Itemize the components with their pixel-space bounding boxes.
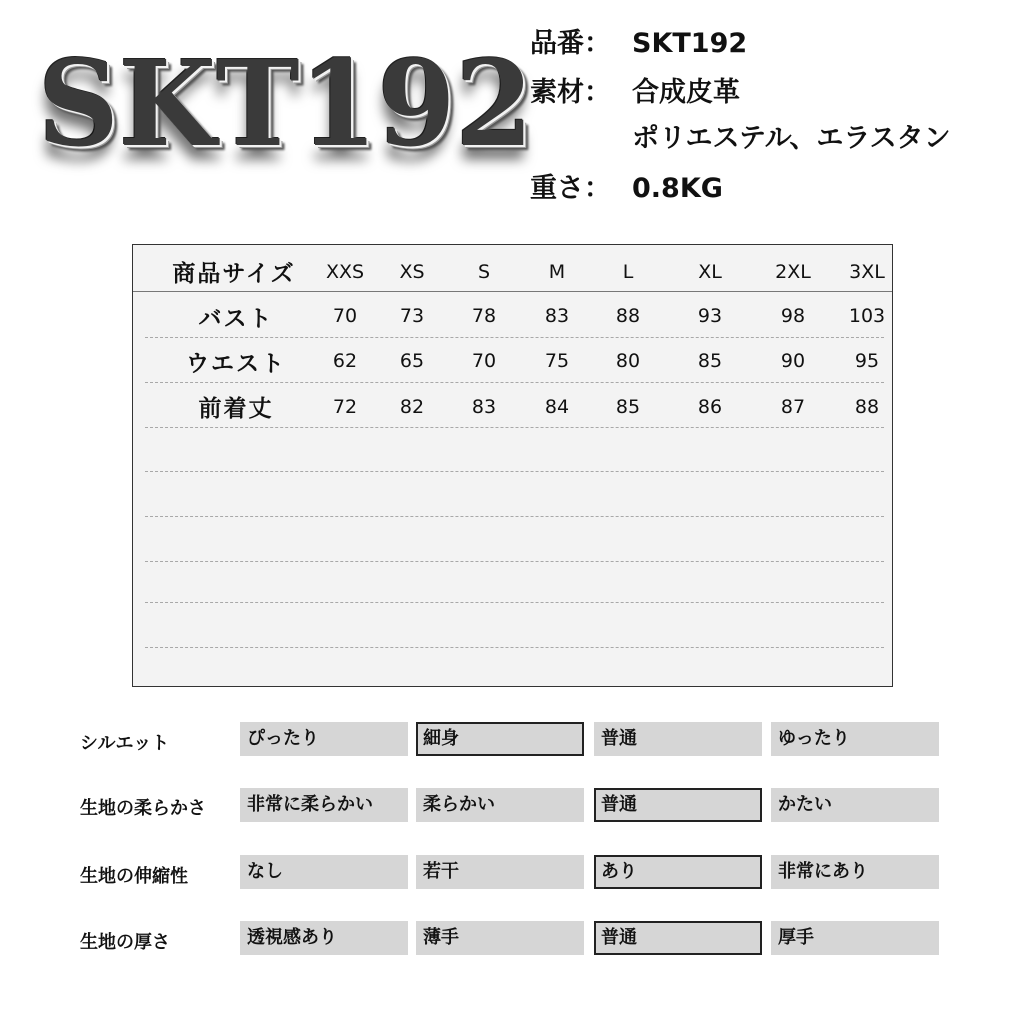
- table-cell: 84: [544, 396, 570, 418]
- table-cell: 83: [471, 396, 497, 418]
- attr-label-thickness: 生地の厚さ: [80, 932, 170, 953]
- option-chip: かたい: [771, 788, 939, 822]
- table-cell: 70: [332, 305, 358, 327]
- option-chip-selected: 普通: [594, 921, 762, 955]
- option-chip: 非常にあり: [771, 855, 939, 889]
- row-divider: [145, 337, 884, 338]
- row-label-bust: バスト: [198, 306, 274, 332]
- spec-value: ポリエステル、エラスタン: [632, 123, 951, 154]
- option-chip: 若干: [416, 855, 584, 889]
- row-divider: [145, 427, 884, 428]
- spec-value: 合成皮革: [632, 77, 740, 108]
- table-cell: 87: [780, 396, 806, 418]
- size-column-header: 商品サイズ: [172, 261, 296, 287]
- table-cell: 103: [848, 305, 886, 327]
- spec-key: 重さ：: [530, 173, 611, 204]
- product-logo: SKT192: [38, 35, 534, 174]
- option-chip-selected: 細身: [416, 722, 584, 756]
- table-cell: 85: [615, 396, 641, 418]
- option-chip: ぴったり: [240, 722, 408, 756]
- table-cell: 88: [854, 396, 880, 418]
- table-cell: 65: [399, 350, 425, 372]
- option-chip: 非常に柔らかい: [240, 788, 408, 822]
- row-divider: [145, 647, 884, 648]
- table-cell: 78: [471, 305, 497, 327]
- option-chip: ゆったり: [771, 722, 939, 756]
- table-cell: 73: [399, 305, 425, 327]
- size-header-cell: 2XL: [775, 261, 811, 283]
- table-cell: 86: [697, 396, 723, 418]
- table-cell: 75: [544, 350, 570, 372]
- spec-key: 素材：: [530, 77, 611, 108]
- spec-key: 品番：: [530, 28, 611, 59]
- option-chip-selected: 普通: [594, 788, 762, 822]
- table-cell: 88: [615, 305, 641, 327]
- spec-value: SKT192: [632, 28, 748, 59]
- table-cell: 90: [780, 350, 806, 372]
- attr-label-softness: 生地の柔らかさ: [80, 798, 206, 819]
- row-divider: [145, 561, 884, 562]
- option-chip: 薄手: [416, 921, 584, 955]
- size-header-cell: 3XL: [849, 261, 885, 283]
- table-cell: 62: [332, 350, 358, 372]
- row-divider: [145, 516, 884, 517]
- table-cell: 82: [399, 396, 425, 418]
- table-cell: 85: [697, 350, 723, 372]
- row-divider: [145, 602, 884, 603]
- row-label-front-length: 前着丈: [198, 396, 274, 422]
- option-chip: 透視感あり: [240, 921, 408, 955]
- size-header-cell: L: [622, 261, 634, 283]
- table-cell: 95: [854, 350, 880, 372]
- row-label-waist: ウエスト: [186, 351, 286, 377]
- option-chip: 普通: [594, 722, 762, 756]
- table-cell: 98: [780, 305, 806, 327]
- size-header-cell: S: [477, 261, 491, 283]
- size-header-cell: XS: [399, 261, 425, 283]
- option-chip: 厚手: [771, 921, 939, 955]
- attr-label-silhouette: シルエット: [80, 733, 170, 754]
- option-chip: なし: [240, 855, 408, 889]
- row-divider: [145, 382, 884, 383]
- spec-value: 0.8KG: [632, 173, 723, 204]
- option-chip: 柔らかい: [416, 788, 584, 822]
- table-cell: 72: [332, 396, 358, 418]
- size-table: [132, 244, 893, 687]
- option-chip-selected: あり: [594, 855, 762, 889]
- row-divider: [145, 471, 884, 472]
- table-cell: 93: [697, 305, 723, 327]
- table-cell: 70: [471, 350, 497, 372]
- table-cell: 83: [544, 305, 570, 327]
- size-header-cell: XL: [698, 261, 722, 283]
- attr-label-stretch: 生地の伸縮性: [80, 866, 188, 887]
- size-header-cell: XXS: [325, 261, 365, 283]
- header-divider: [133, 291, 892, 292]
- table-cell: 80: [615, 350, 641, 372]
- size-header-cell: M: [548, 261, 566, 283]
